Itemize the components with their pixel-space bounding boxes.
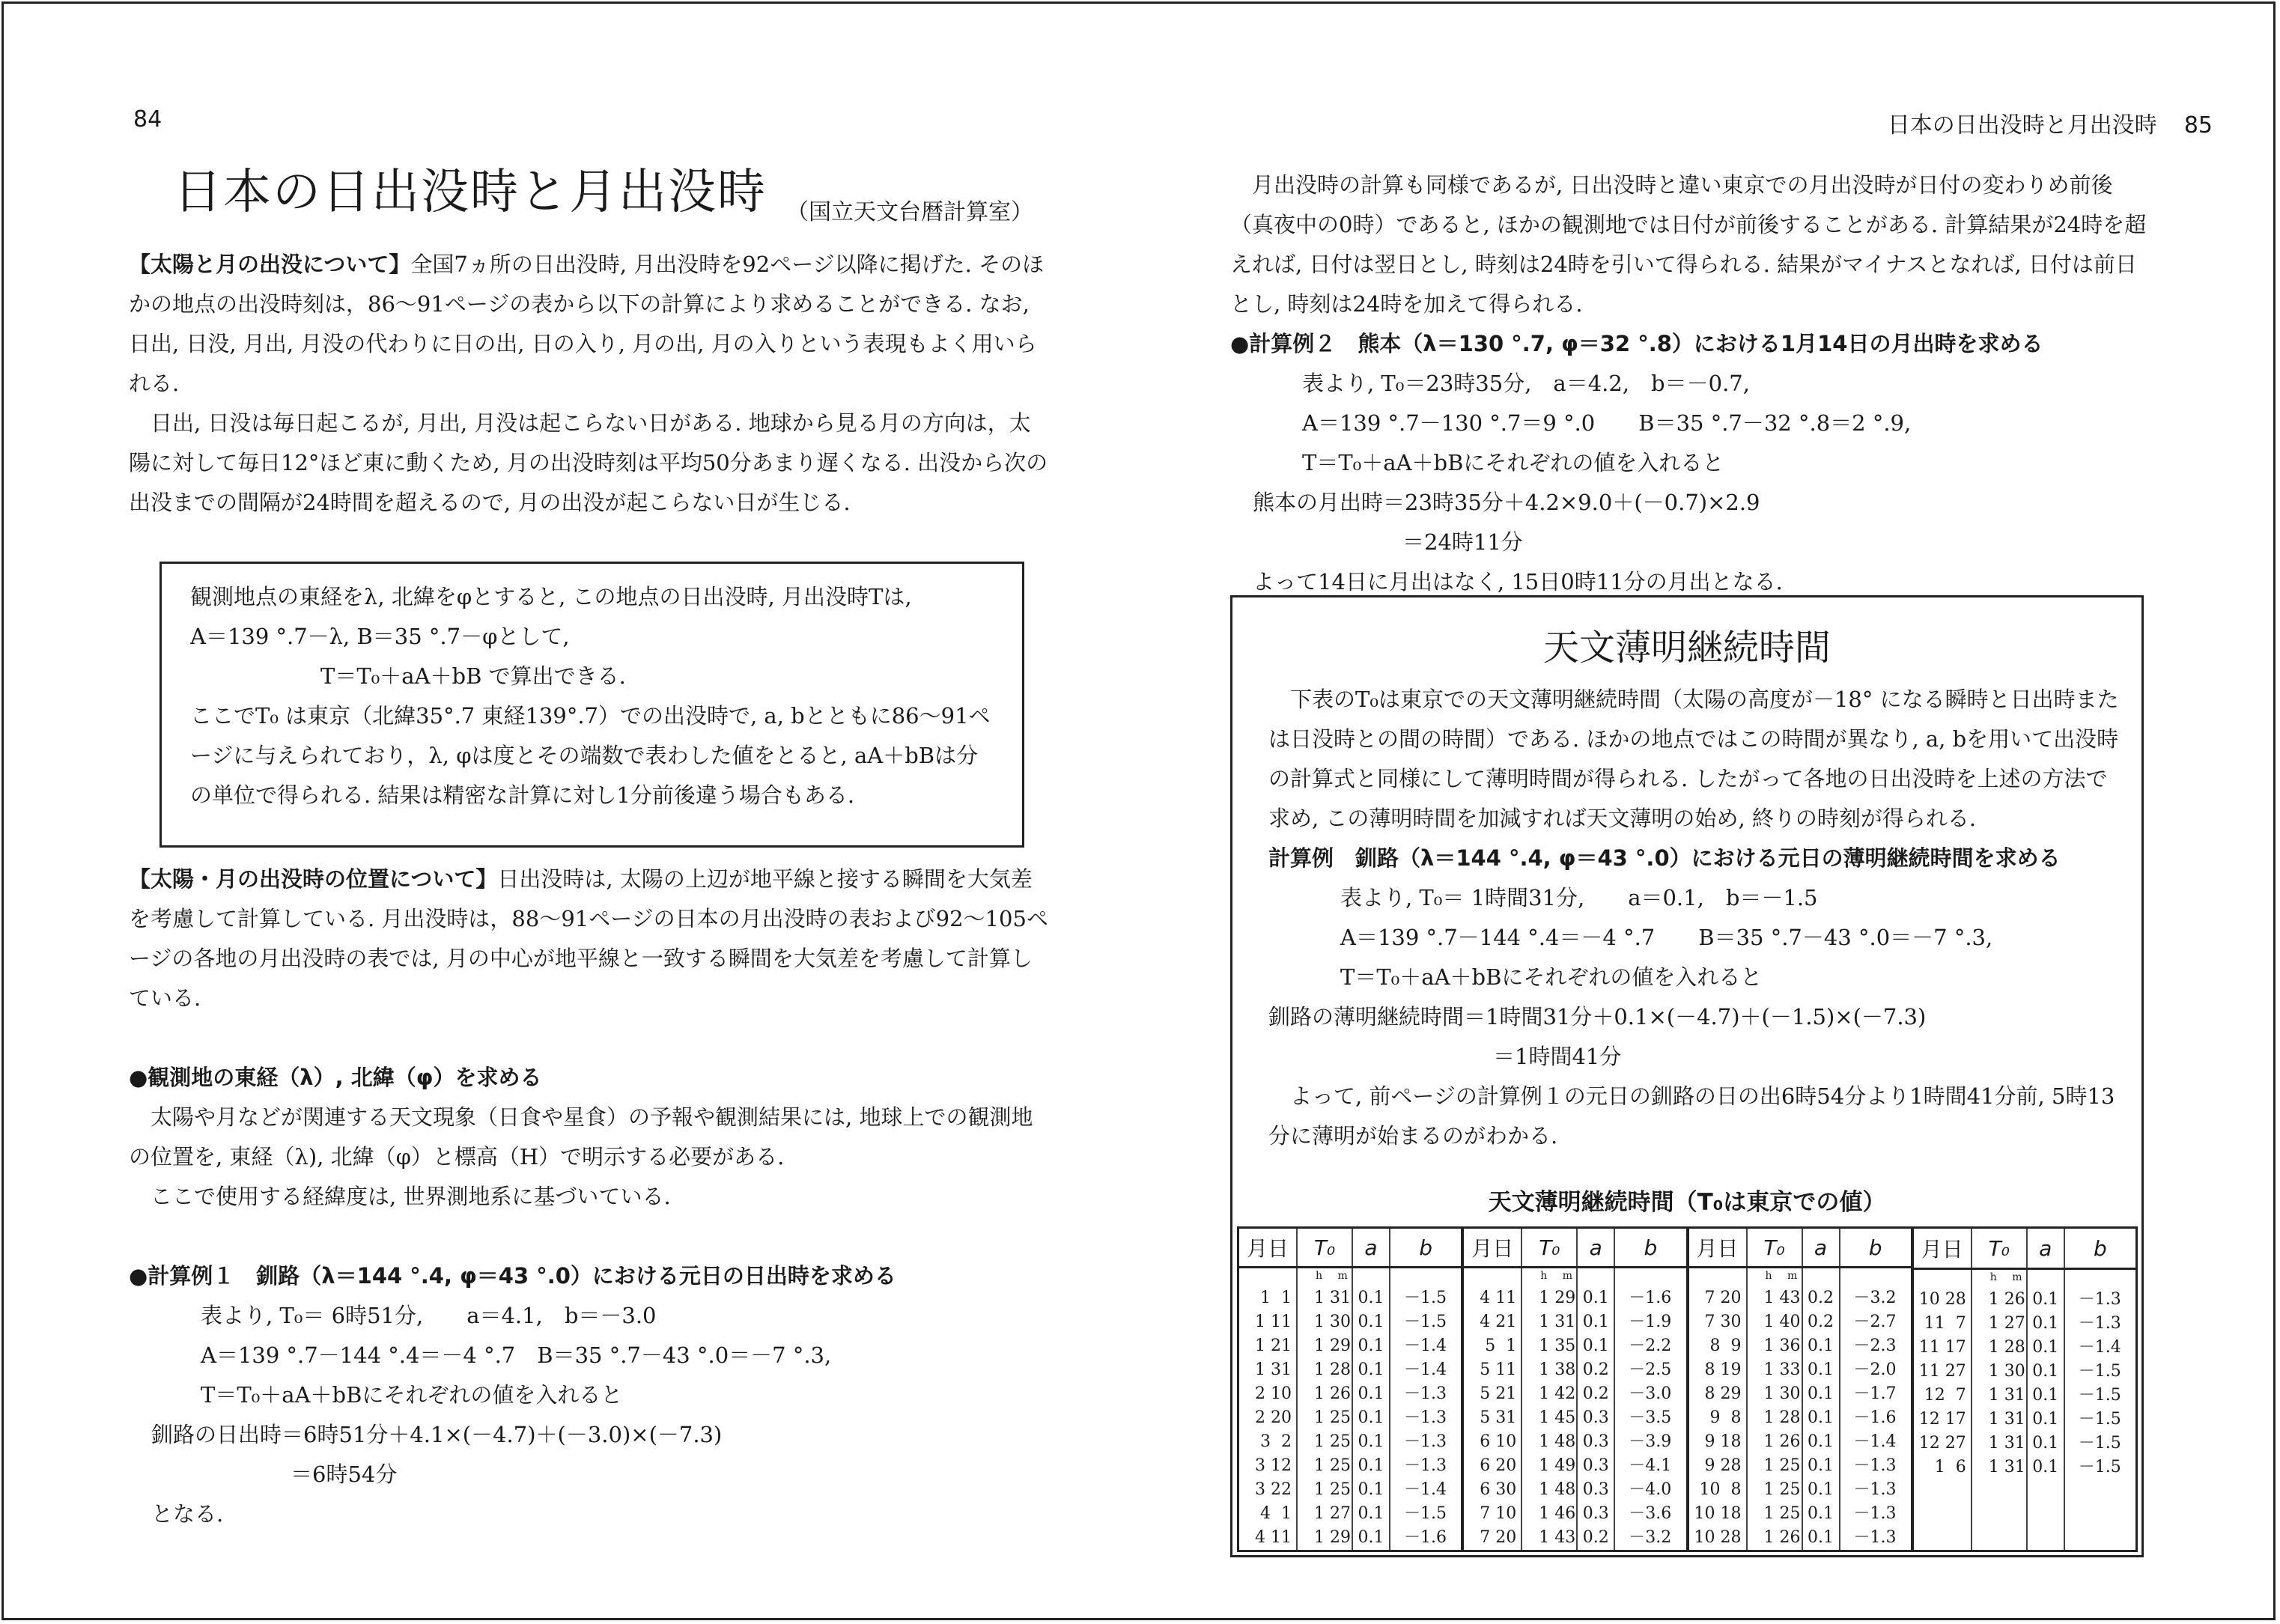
table-cell: 1 49 — [1539, 1456, 1576, 1475]
left-intro — [129, 245, 1050, 523]
table-cell: 0.1 — [1808, 1528, 1834, 1547]
table-cell: 11 27 — [1918, 1362, 1966, 1381]
table-cell: 0.3 — [1582, 1456, 1609, 1475]
page-number-right: 85 — [2183, 112, 2213, 139]
table-body — [1689, 1268, 1911, 1550]
table-cell: －1.5 — [1404, 1289, 1447, 1307]
header-a: a — [2028, 1229, 2065, 1268]
table-cell: 1 31 — [1988, 1434, 2025, 1453]
table-cell: 2 10 — [1255, 1384, 1292, 1403]
example-line: 表より, T₀＝23時35分, a＝4.2, b＝－0.7, — [1302, 371, 1750, 396]
table-cell: 4 21 — [1480, 1313, 1517, 1331]
table-cell: 0.1 — [1582, 1313, 1609, 1331]
table-cell: 11 7 — [1924, 1314, 1966, 1333]
table-cell: －1.3 — [1404, 1456, 1447, 1475]
table-cell: －1.6 — [1853, 1408, 1897, 1427]
table-cell: 0.1 — [1808, 1384, 1834, 1403]
table-cell: －2.7 — [1853, 1313, 1897, 1331]
formula-line: 観測地点の東経をλ, 北緯をφとすると, この地点の日出没時, 月出没時Tは, — [190, 584, 912, 609]
example-line: T＝T₀＋aA＋bBにそれぞれの値を入れると — [201, 1382, 623, 1408]
table-cell: 1 33 — [1763, 1360, 1801, 1379]
table-cell: －1.3 — [1404, 1408, 1447, 1427]
header-date: 月日 — [1464, 1229, 1522, 1266]
paragraph: 日出没時は, 太陽の上辺が地平線と接する瞬間を大気差を考慮して計算している. 月出没時は，88～91ページの日本の月出没時の表および92～105ページの各地の月出没時の表では, 月の中心が地平線と一致する瞬間を大気差を考慮して計算している. — [129, 866, 1048, 1011]
running-header — [1888, 106, 2213, 139]
table-cell: 1 30 — [1988, 1362, 2025, 1381]
table-cell: 1 38 — [1539, 1360, 1576, 1379]
t0-column — [1748, 1268, 1803, 1550]
example-line: 釧路の日出時＝6時51分＋4.1×(－4.7)＋(－3.0)×(－7.3) — [151, 1422, 723, 1447]
table-cell: 0.1 — [1808, 1456, 1834, 1475]
hm-units: h m — [1765, 1270, 1804, 1282]
example-line: ＝24時11分 — [1402, 529, 1523, 555]
table-cell: 9 28 — [1704, 1456, 1742, 1475]
table-cell: 9 8 — [1709, 1408, 1742, 1427]
t0-column — [1298, 1268, 1353, 1550]
twilight-text — [1268, 680, 2119, 1156]
table-cell: －2.5 — [1629, 1360, 1672, 1379]
table-cell: －1.5 — [2078, 1362, 2121, 1381]
paragraph: 日出, 日没は毎日起こるが, 月出, 月没は起こらない日がある. 地球から見る月の方向は，太陽に対して毎日12°ほど東に動くため, 月の出没時刻は平均50分あまり遅くなる. 出没から次の出没までの間隔が24時間を超えるので, 月の出没が起こらない日が生じる. — [129, 410, 1048, 515]
table-cell: 0.1 — [2032, 1434, 2059, 1453]
table-cell: 10 18 — [1694, 1504, 1742, 1523]
table-block — [1464, 1229, 1688, 1550]
t0-column — [1972, 1270, 2028, 1550]
table-cell: －1.4 — [1404, 1480, 1447, 1499]
table-cell: －1.5 — [2078, 1434, 2121, 1453]
table-cell: 1 26 — [1763, 1528, 1801, 1547]
example-line: 釧路の薄明継続時間＝1時間31分＋0.1×(－4.7)＋(－1.5)×(－7.3) — [1268, 1004, 1927, 1030]
b-column — [2065, 1270, 2135, 1550]
table-cell: 0.1 — [1358, 1289, 1384, 1307]
table-cell: 0.1 — [2032, 1386, 2059, 1405]
table-cell: 1 26 — [1314, 1384, 1351, 1403]
table-cell: 11 17 — [1918, 1338, 1966, 1357]
table-cell: 1 30 — [1763, 1384, 1801, 1403]
table-title: 天文薄明継続時間（T₀は東京での値） — [1488, 1189, 1886, 1216]
a-column — [1578, 1268, 1615, 1550]
table-cell: 0.2 — [1808, 1313, 1834, 1331]
table-cell: 12 17 — [1918, 1410, 1966, 1429]
table-cell: －1.6 — [1629, 1289, 1672, 1307]
table-cell: 2 20 — [1255, 1408, 1292, 1427]
date-column — [1689, 1268, 1748, 1550]
table-cell: －1.4 — [1404, 1336, 1447, 1355]
table-cell: 0.1 — [1358, 1432, 1384, 1451]
a-column — [1803, 1268, 1840, 1550]
b-column — [1615, 1268, 1685, 1550]
table-body — [1914, 1270, 2135, 1550]
header-t0: T₀ — [1748, 1229, 1803, 1266]
table-cell: 7 30 — [1704, 1313, 1742, 1331]
table-cell: 1 1 — [1260, 1289, 1292, 1307]
hm-units: h m — [1316, 1270, 1354, 1282]
table-cell: 1 31 — [1988, 1386, 2025, 1405]
table-cell: 1 31 — [1255, 1360, 1292, 1379]
table-cell: 0.1 — [1808, 1360, 1834, 1379]
table-cell: 0.1 — [1358, 1384, 1384, 1403]
table-cell: 5 1 — [1485, 1336, 1517, 1355]
table-cell: 0.1 — [1808, 1480, 1834, 1499]
table-cell: 0.1 — [1358, 1360, 1384, 1379]
table-cell: 0.1 — [2032, 1410, 2059, 1429]
table-cell: 0.3 — [1582, 1432, 1609, 1451]
table-cell: －3.0 — [1629, 1384, 1672, 1403]
table-cell: 0.2 — [1582, 1528, 1609, 1547]
hm-units: h m — [1540, 1270, 1578, 1282]
example-line: よって14日に月出はなく, 15日0時11分の月出となる. — [1253, 569, 1783, 594]
paragraph: 全国7ヵ所の日出没時, 月出没時を92ページ以降に掲げた. そのほかの地点の出没時刻は，86～91ページの表から以下の計算により求めることができる. なお, 日出, 日没, 月出, 月没の代わりに日の出, 日の入り, 月の出, 月の入りという表現もよく用いられる. — [129, 252, 1045, 396]
table-cell: 0.1 — [2032, 1362, 2059, 1381]
table-cell: 0.1 — [1808, 1408, 1834, 1427]
paragraph: よって, 前ページの計算例１の元日の釧路の日の出6時54分より1時間41分前, 5時13分に薄明が始まるのがわかる. — [1268, 1083, 2115, 1149]
table-cell: 1 25 — [1763, 1480, 1801, 1499]
table-cell: 0.3 — [1582, 1504, 1609, 1523]
table-cell: 10 8 — [1699, 1480, 1742, 1499]
table-cell: －1.5 — [1404, 1504, 1447, 1523]
page-number-left: 84 — [133, 106, 162, 133]
table-cell: 0.1 — [1808, 1336, 1834, 1355]
header-date: 月日 — [1239, 1229, 1298, 1266]
formula-line: T＝T₀＋aA＋bB で算出できる. — [320, 663, 626, 689]
table-cell: 8 19 — [1704, 1360, 1742, 1379]
table-cell: 6 10 — [1480, 1432, 1517, 1451]
table-cell: －3.2 — [1629, 1528, 1672, 1547]
table-cell: －1.3 — [1853, 1528, 1897, 1547]
formula-box — [159, 562, 1024, 848]
table-cell: 0.1 — [1358, 1408, 1384, 1427]
b-column — [1390, 1268, 1461, 1550]
table-cell: －1.3 — [1853, 1504, 1897, 1523]
header-t0: T₀ — [1298, 1229, 1353, 1266]
table-cell: 1 48 — [1539, 1432, 1576, 1451]
table-cell: 5 31 — [1480, 1408, 1517, 1427]
table-cell: 1 31 — [1314, 1289, 1351, 1307]
date-column — [1239, 1268, 1298, 1550]
example-line: 表より, T₀＝ 6時51分, a＝4.1, b＝－3.0 — [201, 1303, 657, 1328]
table-header — [1689, 1229, 1911, 1268]
date-column — [1914, 1270, 1972, 1550]
section-heading-position: 【太陽・月の出没時の位置について】 — [129, 866, 498, 892]
table-cell: 0.2 — [1582, 1384, 1609, 1403]
table-cell: 1 26 — [1763, 1432, 1801, 1451]
table-cell: 7 20 — [1704, 1289, 1742, 1307]
table-cell: 1 30 — [1314, 1313, 1351, 1331]
twilight-example-heading: 計算例 釧路（λ＝144 °.4, φ＝43 °.0）における元日の薄明継続時間を求める — [1268, 845, 2061, 871]
table-cell: 7 10 — [1480, 1504, 1517, 1523]
table-cell: －1.5 — [2078, 1386, 2121, 1405]
formula-line: A＝139 °.7－λ, B＝35 °.7－φとして, — [190, 624, 570, 649]
table-cell: 1 25 — [1763, 1504, 1801, 1523]
table-cell: 0.1 — [2032, 1338, 2059, 1357]
table-cell: 0.1 — [1582, 1336, 1609, 1355]
table-cell: －1.4 — [2078, 1338, 2121, 1357]
a-column — [1353, 1268, 1390, 1550]
example-line: T＝T₀＋aA＋bBにそれぞれの値を入れると — [1302, 450, 1724, 475]
table-cell: －1.3 — [1853, 1480, 1897, 1499]
table-cell: －1.3 — [2078, 1314, 2121, 1333]
table-body — [1239, 1268, 1461, 1550]
table-cell: 0.3 — [1582, 1480, 1609, 1499]
b-column — [1840, 1268, 1911, 1550]
table-cell: －1.3 — [2078, 1290, 2121, 1309]
table-cell: 1 27 — [1314, 1504, 1351, 1523]
table-header — [1464, 1229, 1685, 1268]
table-cell: 0.1 — [1582, 1289, 1609, 1307]
example-1-heading: ●計算例１ 釧路（λ＝144 °.4, φ＝43 °.0）における元日の日出時を求める — [129, 1263, 896, 1289]
table-cell: 1 36 — [1763, 1336, 1801, 1355]
table-cell: 4 1 — [1260, 1504, 1292, 1523]
table-cell: 1 25 — [1314, 1480, 1351, 1499]
paragraph: 下表のT₀は東京での天文薄明継続時間（太陽の高度が－18° になる瞬時と日出時または日没時との間の時間）である. ほかの地点ではこの時間が異なり, a, bを用いて出没時の計算式と同様にして薄明時間が得られる. したがって各地の日出没時を上述の方法で求め, この薄明時間を加減すれば天文薄明の始め, 終りの時刻が得られる. — [1268, 687, 2119, 831]
table-cell: 1 43 — [1763, 1289, 1801, 1307]
twilight-title: 天文薄明継続時間 — [1542, 627, 1831, 669]
example-line: 表より, T₀＝ 1時間31分, a＝0.1, b＝－1.5 — [1340, 885, 1818, 910]
table-body — [1464, 1268, 1685, 1550]
example-line: T＝T₀＋aA＋bBにそれぞれの値を入れると — [1340, 964, 1763, 990]
header-t0: T₀ — [1522, 1229, 1578, 1266]
table-cell: －1.5 — [2078, 1458, 2121, 1476]
a-column — [2028, 1270, 2065, 1550]
table-cell: 10 28 — [1694, 1528, 1742, 1547]
table-cell: 0.1 — [1358, 1504, 1384, 1523]
table-cell: 0.1 — [2032, 1458, 2059, 1476]
example-line: 熊本の月出時＝23時35分＋4.2×9.0＋(－0.7)×2.9 — [1253, 490, 1760, 515]
table-cell: －1.3 — [1853, 1456, 1897, 1475]
example-line: A＝139 °.7－130 °.7＝9 °.0 B＝35 °.7－32 °.8＝2 °.9, — [1302, 410, 1912, 436]
table-cell: －1.5 — [2078, 1410, 2121, 1429]
running-header-title: 日本の日出没時と月出没時 — [1887, 112, 2157, 139]
table-cell: －3.2 — [1853, 1289, 1897, 1307]
header-b: b — [1644, 1235, 1658, 1260]
header-a: a — [1578, 1229, 1615, 1266]
section-heading-rise-set: 【太陽と月の出没について】 — [129, 252, 411, 277]
table-cell: 0.2 — [1808, 1289, 1834, 1307]
t0-column — [1522, 1268, 1578, 1550]
table-cell: －1.5 — [1404, 1313, 1447, 1331]
table-cell: 1 25 — [1763, 1456, 1801, 1475]
formula-line: ここでT₀ は東京（北緯35°.7 東経139°.7）での出没時で, a, bとともに86～91ページに与えられており，λ, φは度とその端数で表わした値をとると, aA＋bBは分の単位で得られる. 結果は精密な計算に対し1分前後違う場合もある. — [190, 703, 991, 808]
table-cell: 1 21 — [1255, 1336, 1292, 1355]
table-cell: 3 2 — [1260, 1432, 1292, 1451]
table-block — [1914, 1229, 2135, 1550]
header-t0: T₀ — [1972, 1229, 2028, 1268]
example-2-heading: ●計算例２ 熊本（λ＝130 °.7, φ＝32 °.8）における1月14日の月出時を求める — [1230, 331, 2043, 356]
table-cell: 0.1 — [1358, 1456, 1384, 1475]
table-cell: 1 43 — [1539, 1528, 1576, 1547]
table-cell: 1 31 — [1539, 1313, 1576, 1331]
table-cell: 1 29 — [1314, 1528, 1351, 1547]
table-cell: 5 21 — [1480, 1384, 1517, 1403]
table-cell: 0.1 — [1358, 1528, 1384, 1547]
table-cell: 9 18 — [1704, 1432, 1742, 1451]
page-subtitle: （国立天文台暦計算室） — [786, 199, 1033, 225]
table-cell: 8 29 — [1704, 1384, 1742, 1403]
table-cell: 5 11 — [1480, 1360, 1517, 1379]
table-cell: 1 28 — [1314, 1360, 1351, 1379]
section-heading-longitude: ●観測地の東経（λ）, 北緯（φ）を求める — [129, 1065, 542, 1090]
table-cell: 1 25 — [1314, 1456, 1351, 1475]
hm-units: h m — [1989, 1271, 2028, 1283]
table-cell: 1 46 — [1539, 1504, 1576, 1523]
table-cell: 4 11 — [1480, 1289, 1517, 1307]
table-cell: 3 22 — [1255, 1480, 1292, 1499]
table-cell: 1 27 — [1988, 1314, 2025, 1333]
table-cell: 3 12 — [1255, 1456, 1292, 1475]
table-cell: －1.7 — [1853, 1384, 1897, 1403]
paragraph: 太陽や月などが関連する天文現象（日食や星食）の予報や観測結果には, 地球上での観測地の位置を, 東経（λ), 北緯（φ）と標高（H）で明示する必要がある. — [129, 1104, 1033, 1170]
table-cell: 0.1 — [1808, 1432, 1834, 1451]
table-cell: 1 28 — [1988, 1338, 2025, 1357]
header-b: b — [1868, 1235, 1882, 1260]
table-cell: 0.1 — [1358, 1313, 1384, 1331]
example-line: A＝139 °.7－144 °.4＝－4 °.7 B＝35 °.7－43 °.0＝－7 °.3, — [201, 1342, 832, 1368]
table-cell: 0.1 — [2032, 1314, 2059, 1333]
table-cell: －3.5 — [1629, 1408, 1672, 1427]
table-cell: －2.2 — [1629, 1336, 1672, 1355]
table-cell: －1.4 — [1853, 1432, 1897, 1451]
paragraph: 月出没時の計算も同様であるが, 日出没時と違い東京での月出没時が日付の変わりめ前後（真夜中の0時）であると, ほかの観測地では日付が前後することがある. 計算結果が24時を超えれば, 日付は翌日とし, 時刻は24時を引いて得られる. 結果がマイナスとなれば, 日付は前日とし, 時刻は24時を加えて得られる. — [1230, 172, 2147, 317]
table-cell: 1 48 — [1539, 1480, 1576, 1499]
table-cell: 1 29 — [1314, 1336, 1351, 1355]
table-cell: 6 20 — [1480, 1456, 1517, 1475]
table-block — [1239, 1229, 1464, 1550]
table-cell: 0.2 — [1582, 1360, 1609, 1379]
table-cell: 0.1 — [1358, 1480, 1384, 1499]
table-cell: 1 35 — [1539, 1336, 1576, 1355]
table-cell: 1 25 — [1314, 1432, 1351, 1451]
table-cell: 4 11 — [1255, 1528, 1292, 1547]
table-cell: －4.0 — [1629, 1480, 1672, 1499]
date-column — [1464, 1268, 1522, 1550]
table-cell: －3.9 — [1629, 1432, 1672, 1451]
table-cell: 8 9 — [1709, 1336, 1742, 1355]
example-line: となる. — [151, 1501, 224, 1527]
table-cell: －1.3 — [1404, 1432, 1447, 1451]
table-cell: －1.6 — [1404, 1528, 1447, 1547]
table-cell: 1 25 — [1314, 1408, 1351, 1427]
table-cell: －3.6 — [1629, 1504, 1672, 1523]
header-date: 月日 — [1689, 1229, 1748, 1266]
table-cell: 0.3 — [1582, 1408, 1609, 1427]
table-header — [1239, 1229, 1461, 1268]
table-cell: －4.1 — [1629, 1456, 1672, 1475]
table-cell: 1 40 — [1763, 1313, 1801, 1331]
table-cell: 6 30 — [1480, 1480, 1517, 1499]
table-cell: 1 6 — [1934, 1458, 1966, 1476]
header-a: a — [1803, 1229, 1840, 1266]
table-cell: 1 31 — [1988, 1410, 2025, 1429]
table-cell: 0.1 — [1358, 1336, 1384, 1355]
header-date: 月日 — [1914, 1229, 1972, 1268]
right-column — [1230, 165, 2155, 602]
header-b: b — [1419, 1235, 1433, 1260]
table-cell: 0.1 — [2032, 1290, 2059, 1309]
table-cell: 12 7 — [1924, 1386, 1966, 1405]
table-cell: 1 28 — [1763, 1408, 1801, 1427]
table-cell: －1.3 — [1404, 1384, 1447, 1403]
table-cell: 1 26 — [1988, 1290, 2025, 1309]
table-cell: －2.0 — [1853, 1360, 1897, 1379]
table-header — [1914, 1229, 2135, 1270]
paragraph: ここで使用する経緯度は, 世界測地系に基づいている. — [151, 1184, 671, 1209]
twilight-table — [1237, 1226, 2138, 1552]
left-position-section — [129, 860, 1050, 1534]
header-a: a — [1353, 1229, 1390, 1266]
table-cell: 1 42 — [1539, 1384, 1576, 1403]
table-cell: 1 29 — [1539, 1289, 1576, 1307]
example-line: ＝1時間41分 — [1493, 1044, 1622, 1069]
table-cell: 0.1 — [1808, 1504, 1834, 1523]
table-cell: 7 20 — [1480, 1528, 1517, 1547]
table-cell: 12 27 — [1918, 1434, 1966, 1453]
table-cell: 1 11 — [1255, 1313, 1292, 1331]
table-cell: －1.9 — [1629, 1313, 1672, 1331]
table-cell: 1 45 — [1539, 1408, 1576, 1427]
table-cell: 1 31 — [1988, 1458, 2025, 1476]
table-cell: 10 28 — [1918, 1290, 1966, 1309]
page-title: 日本の日出没時と月出没時 — [174, 165, 767, 220]
example-line: A＝139 °.7－144 °.4＝－4 °.7 B＝35 °.7－43 °.0＝－7 °.3, — [1340, 925, 1993, 950]
table-cell: －2.3 — [1853, 1336, 1897, 1355]
table-block — [1689, 1229, 1914, 1550]
example-line: ＝6時54分 — [291, 1462, 398, 1487]
header-b: b — [2093, 1235, 2107, 1261]
table-cell: －1.4 — [1404, 1360, 1447, 1379]
